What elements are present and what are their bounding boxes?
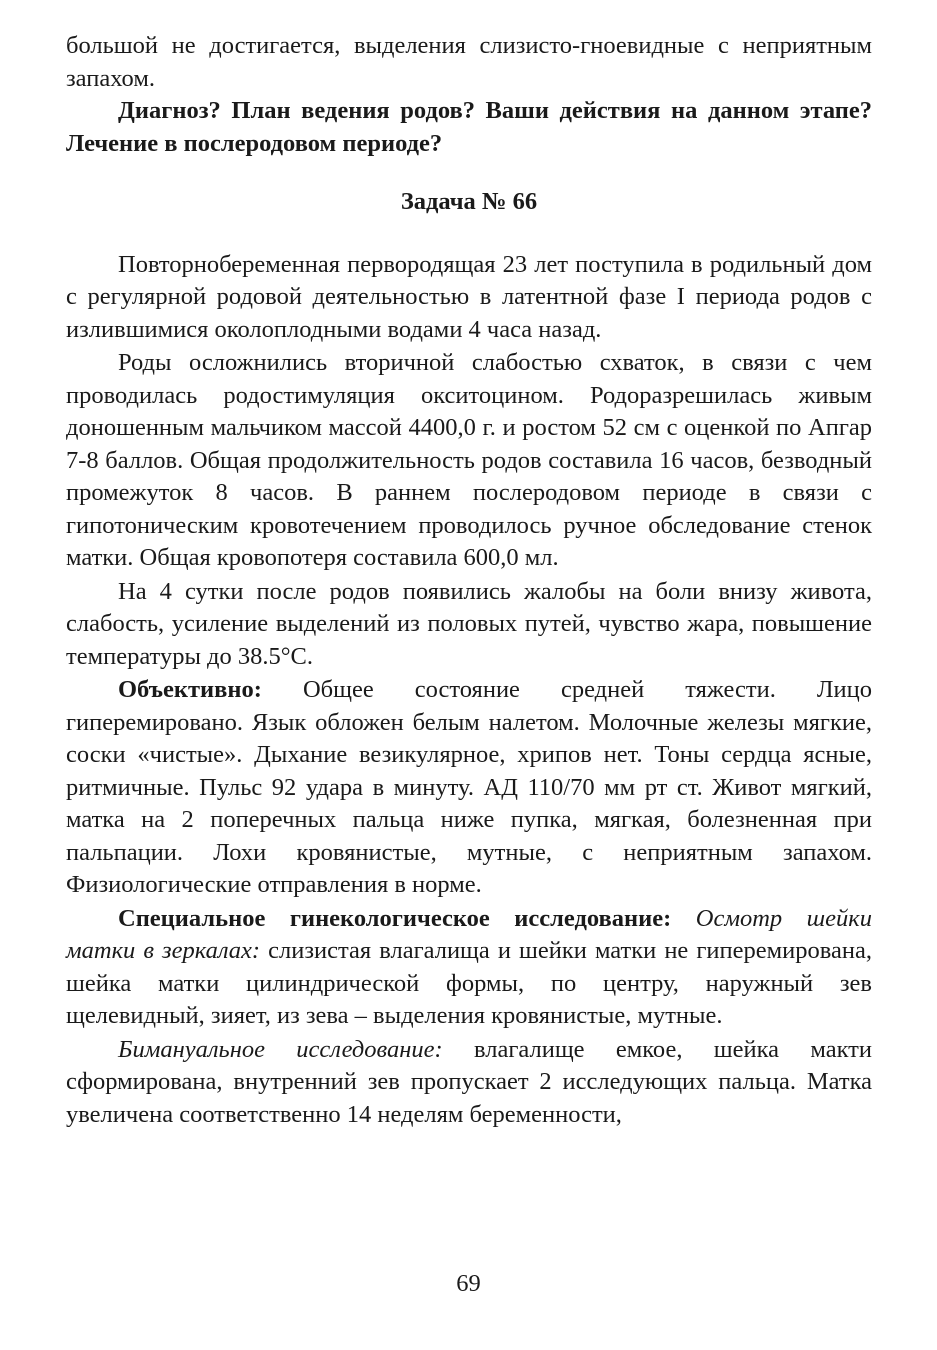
paragraph-continuation: большой не достигается, выделения слизисто-гноевидные с неприятным запахом. (66, 32, 872, 92)
paragraph-complaints: На 4 сутки после родов появились жалобы на боли внизу живота, слабость, усиление выделений из половых путей, чувство жара, повышение температуры до 38.5°С. (66, 577, 872, 670)
bimanual-label: Бимануальное исследование: (118, 1035, 443, 1063)
paragraph-special-exam (66, 903, 872, 1033)
speculum-text: слизистая влагалища и шейки матки не гиперемирована, шейка матки цилиндрической формы, по центру, наружный зев щелевидный, зияет, из зева – выделения кровянистые, мутные. (66, 937, 872, 1029)
paragraph-bimanual (66, 1034, 872, 1132)
speculum-label: Осмотр шейки матки в зеркалах: (66, 904, 872, 964)
paragraph-objective (66, 674, 872, 902)
objective-label: Объективно: (118, 676, 262, 703)
bimanual-text: влагалище емкое, шейка макти сформирована, внутренний зев пропускает 2 исследующих пальца. Матка увеличена соответственно 14 неделям беременности, (66, 1035, 872, 1128)
special-exam-label: Специальное гинекологическое исследование: (118, 904, 672, 932)
paragraph-admission: Повторнобеременная первородящая 23 лет поступила в родильный дом с регулярной родовой деятельностью в латентной фазе I периода родов с излившимися околоплодными водами 4 часа назад. (66, 250, 872, 343)
paragraph-delivery: Роды осложнились вторичной слабостью схваток, в связи с чем проводилась родостимуляция окситоцином. Родоразрешилась живым доношенным мальчиком массой 4400,0 г. и ростом 52 см с оценкой по Апгар 7-8 баллов. Общая продолжительность родов составила 16 часов, безводный промежуток 8 часов. В раннем послеродовом периоде в связи с гипотоническим кровотечением проводилось ручное обследование стенок матки. Общая кровопотеря составила 600,0 мл. (66, 349, 872, 571)
task-questions: Диагноз? План ведения родов? Ваши действия на данном этапе? Лечение в послеродовом периоде? (66, 97, 872, 157)
objective-text: Общее состояние средней тяжести. Лицо гиперемировано. Язык обложен белым налетом. Молочные железы мягкие, соски «чистые». Дыхание везикулярное, хрипов нет. Тоны сердца ясные, ритмичные. Пульс 92 удара в минуту. АД 110/70 мм рт ст. Живот мягкий, матка на 2 поперечных пальца ниже пупка, мягкая, болезненная при пальпации. Лохи кровянистые, мутные, с неприятным запахом. Физиологические отправления в норме. (66, 676, 872, 898)
page-content (66, 30, 872, 1131)
page-number: 69 (456, 1270, 481, 1297)
task-title: Задача № 66 (400, 188, 538, 215)
